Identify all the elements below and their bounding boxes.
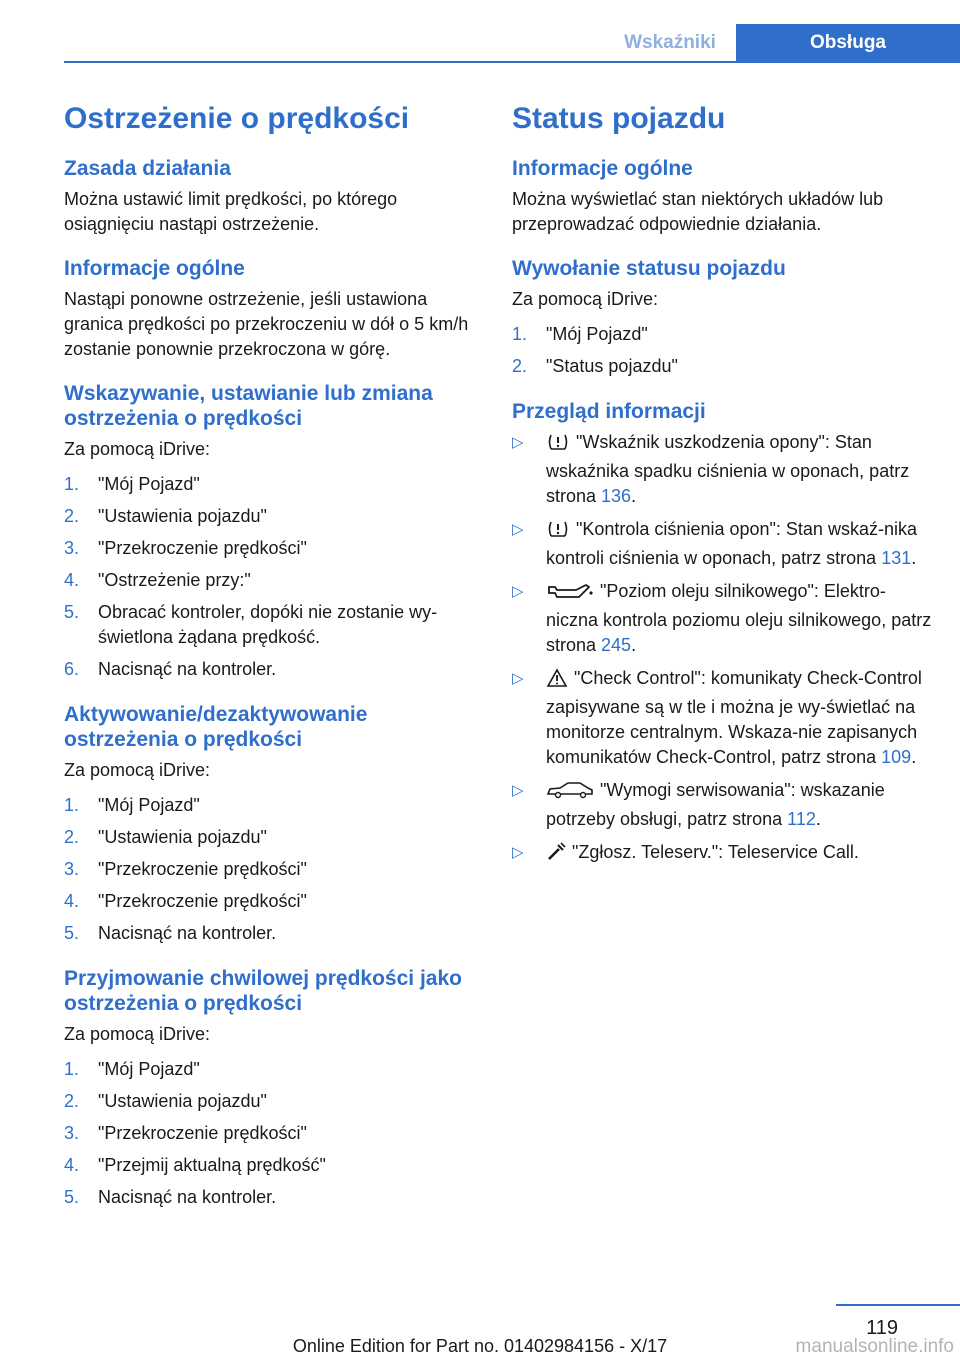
page-reference-link[interactable]: 131 (881, 548, 912, 568)
list-item (512, 778, 932, 832)
list-item (64, 1185, 484, 1210)
info-text-end: . (631, 635, 637, 655)
warning-triangle-icon (546, 668, 568, 695)
step-text: "Ustawienia pojazdu" (98, 506, 267, 526)
step-number: 1. (64, 474, 80, 494)
page-reference-link[interactable]: 136 (601, 486, 632, 506)
step-number: 5. (64, 1187, 80, 1207)
heading-adopt-current-speed: Przyjmowanie chwilowej prędkości jako ostrzeżenia o prędkości (64, 967, 462, 1015)
step-number: 2. (64, 506, 80, 526)
list-item (64, 1121, 484, 1146)
list-item (64, 1089, 484, 1114)
tire-pressure-icon (546, 432, 570, 459)
step-number: 3. (64, 538, 80, 558)
steps-adopt-current-speed (64, 1057, 484, 1210)
info-text: "Zgłosz. Teleserv.": Teleservice Call. (572, 842, 859, 862)
tab-wskazniki[interactable]: Wskaźniki (624, 32, 716, 53)
steps-call-vehicle-status (512, 322, 932, 379)
triangle-bullet-icon: ▷ (512, 434, 524, 451)
step-text: "Ustawienia pojazdu" (98, 1091, 267, 1111)
step-text: "Przejmij aktualną prędkość" (98, 1155, 326, 1175)
left-column (64, 100, 484, 1230)
list-item (64, 857, 484, 882)
step-text: "Ustawienia pojazdu" (98, 827, 267, 847)
text-principle: Można ustawić limit prędkości, po którego osiągnięciu nastąpi ostrzeżenie. (64, 189, 398, 234)
page-reference-link[interactable]: 245 (601, 635, 632, 655)
tire-pressure-icon (546, 519, 570, 546)
list-item (64, 1057, 484, 1082)
step-text: "Przekroczenie prędkości" (98, 538, 307, 558)
list-item (512, 322, 932, 347)
info-text: "Check Control": komunikaty Check-Control zapisywane są w tle i można je wy‐świetlać na monitorze centralnym. Wskaza‐nie zapisanych komunikatów Check-Control, patrz strona (546, 668, 922, 767)
edition-footer: Online Edition for Part no. 01402984156 - X/17 (292, 1336, 668, 1356)
intro-idrive: Za pomocą iDrive: (64, 1024, 211, 1044)
step-number: 1. (64, 795, 80, 815)
info-text: "Wskaźnik uszkodzenia opony": Stan wskaźnika spadku ciśnienia w oponach, patrz strona (546, 432, 910, 506)
step-text: "Mój Pojazd" (98, 795, 200, 815)
step-number: 2. (512, 356, 528, 376)
step-number: 1. (64, 1059, 80, 1079)
heading-general-info: Informacje ogólne (64, 257, 245, 280)
step-text: "Przekroczenie prędkości" (98, 1123, 307, 1143)
heading-general-info: Informacje ogólne (512, 157, 693, 180)
step-number: 3. (64, 859, 80, 879)
triangle-bullet-icon: ▷ (512, 844, 524, 861)
step-text: Nacisnąć na kontroler. (98, 1187, 277, 1207)
info-text-end: . (911, 548, 917, 568)
list-item (64, 600, 484, 650)
page-reference-link[interactable]: 112 (787, 809, 816, 829)
triangle-bullet-icon: ▷ (512, 583, 524, 600)
steps-activate-speed-warning (64, 793, 484, 946)
page-number: 119 (866, 1317, 898, 1339)
list-item (64, 793, 484, 818)
list-item (512, 354, 932, 379)
service-car-icon (546, 780, 594, 807)
info-text-end: . (815, 809, 821, 829)
section-title-vehicle-status: Status pojazdu (512, 102, 726, 135)
list-item (64, 921, 484, 946)
list-item (512, 666, 932, 770)
info-text: "Wymogi serwisowania": wskazanie potrzeby obsługi, patrz strona (546, 780, 885, 829)
list-item (512, 579, 932, 658)
oil-can-icon (546, 581, 594, 608)
step-number: 2. (64, 827, 80, 847)
heading-info-overview: Przegląd informacji (512, 400, 706, 423)
info-text-end: . (911, 747, 917, 767)
step-text: Nacisnąć na kontroler. (98, 923, 277, 943)
step-text: "Mój Pojazd" (546, 324, 648, 344)
list-item (64, 889, 484, 914)
list-item (64, 472, 484, 497)
section-title-speed-warning: Ostrzeżenie o prędkości (64, 102, 410, 135)
list-item (64, 1153, 484, 1178)
step-number: 3. (64, 1123, 80, 1143)
step-number: 4. (64, 1155, 80, 1175)
step-number: 2. (64, 1091, 80, 1111)
step-text: "Status pojazdu" (546, 356, 678, 376)
page-reference-link[interactable]: 109 (881, 747, 912, 767)
info-text: "Poziom oleju silnikowego": Elektro‐niczna kontrola poziomu oleju silnikowego, patrz strona (546, 581, 932, 655)
step-number: 6. (64, 659, 80, 679)
heading-activate-speed-warning: Aktywowanie/dezaktywowanie ostrzeżenia o prędkości (64, 703, 368, 751)
step-text: "Ostrzeżenie przy:" (98, 570, 251, 590)
step-text: "Przekroczenie prędkości" (98, 859, 307, 879)
step-text: Nacisnąć na kontroler. (98, 659, 277, 679)
triangle-bullet-icon: ▷ (512, 521, 524, 538)
heading-call-vehicle-status: Wywołanie statusu pojazdu (512, 257, 786, 280)
step-text: Obracać kontroler, dopóki nie zostanie wy‐świetlona żądana prędkość. (98, 602, 438, 647)
tab-obsluga[interactable]: Obsługa (736, 24, 960, 62)
info-overview-list (512, 430, 932, 869)
info-text: "Kontrola ciśnienia opon": Stan wskaź‐nika kontroli ciśnienia w oponach, patrz strona (546, 519, 917, 568)
step-text: "Mój Pojazd" (98, 474, 200, 494)
step-number: 4. (64, 891, 80, 911)
heading-set-speed-warning: Wskazywanie, ustawianie lub zmiana ostrzeżenia o prędkości (64, 382, 433, 430)
list-item (512, 840, 932, 869)
list-item (64, 504, 484, 529)
watermark: manualsonline.info (795, 1336, 954, 1357)
intro-idrive: Za pomocą iDrive: (64, 760, 211, 780)
right-column (512, 100, 932, 877)
list-item (64, 568, 484, 593)
text-general-info: Można wyświetlać stan niektórych układów lub przeprowadzać odpowiednie działania. (512, 189, 884, 234)
step-text: "Mój Pojazd" (98, 1059, 200, 1079)
list-item (64, 536, 484, 561)
list-item (512, 517, 932, 571)
step-number: 1. (512, 324, 528, 344)
info-text-end: . (631, 486, 637, 506)
triangle-bullet-icon: ▷ (512, 670, 524, 687)
step-number: 4. (64, 570, 80, 590)
list-item (512, 430, 932, 509)
step-number: 5. (64, 602, 80, 622)
footer-divider (836, 1304, 960, 1306)
heading-principle: Zasada działania (64, 157, 231, 180)
list-item (64, 657, 484, 682)
intro-idrive: Za pomocą iDrive: (64, 439, 211, 459)
step-text: "Przekroczenie prędkości" (98, 891, 307, 911)
list-item (64, 825, 484, 850)
wrench-icon (546, 842, 566, 869)
intro-idrive: Za pomocą iDrive: (512, 289, 659, 309)
triangle-bullet-icon: ▷ (512, 782, 524, 799)
header-divider (64, 61, 960, 63)
text-general-info: Nastąpi ponowne ostrzeżenie, jeśli ustawiona granica prędkości po przekroczeniu w dół o 5 km/h zostanie ponownie przekroczona w górę. (64, 289, 469, 359)
step-number: 5. (64, 923, 80, 943)
steps-set-speed-warning (64, 472, 484, 682)
